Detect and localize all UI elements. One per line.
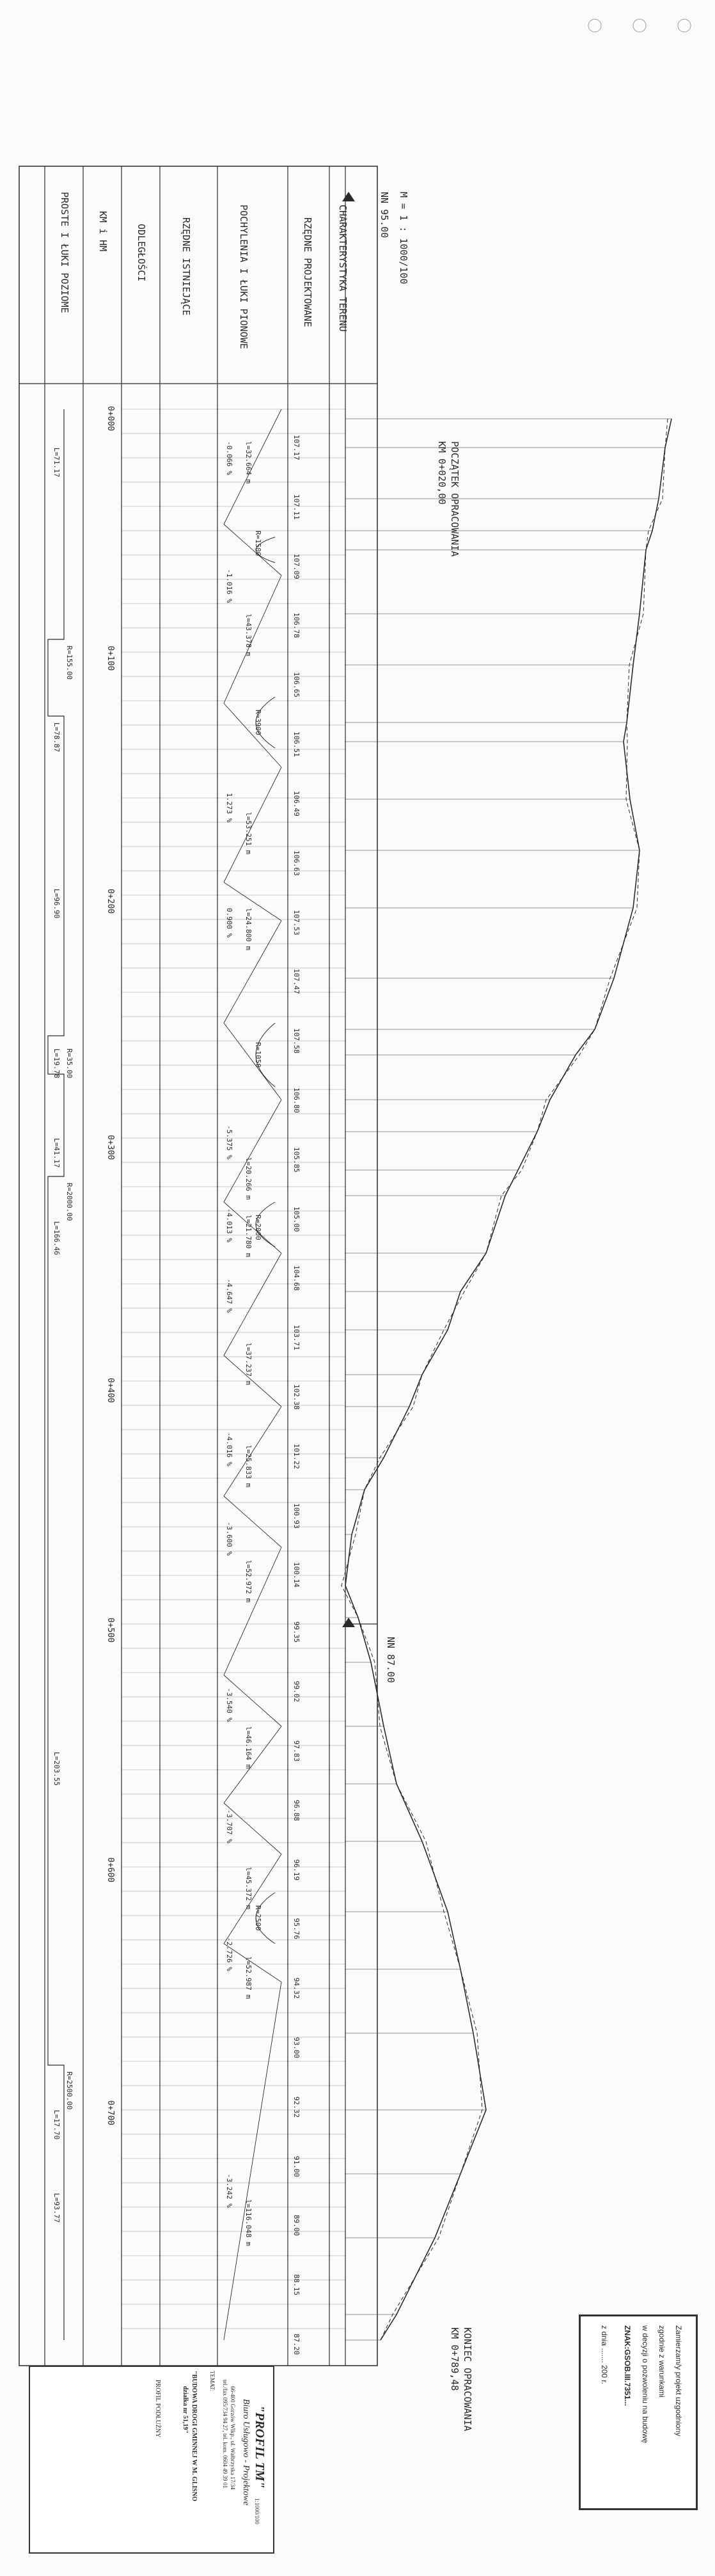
grade-label: l=46.164 m bbox=[244, 1726, 253, 1769]
design-profile-line bbox=[345, 419, 672, 2340]
grade-line bbox=[224, 1982, 281, 2340]
grade-label: l=37.237 m bbox=[244, 1343, 253, 1386]
design-elevation: 106.65 bbox=[292, 672, 301, 698]
design-elevation: 106.80 bbox=[292, 1087, 301, 1113]
horizontal-label: L=71.17 bbox=[52, 448, 61, 478]
design-elevation: 99.02 bbox=[292, 1681, 301, 1703]
design-elevation: 99.35 bbox=[292, 1621, 301, 1643]
grade-label: l=52.972 m bbox=[244, 1560, 253, 1603]
km-mark: 0+700 bbox=[106, 2100, 115, 2126]
horizontal-label: L=93.77 bbox=[52, 2193, 61, 2223]
start-label-1: POCZĄTEK OPRACOWANIA bbox=[449, 441, 460, 557]
design-elevation: 106.51 bbox=[292, 731, 301, 757]
grade-label: l=25.833 m bbox=[244, 1445, 253, 1488]
grade-label: -4.013 % bbox=[225, 1208, 233, 1242]
km-mark: 0+600 bbox=[106, 1857, 115, 1883]
sheet-frame bbox=[19, 166, 377, 2366]
grade-label: l=21.780 m bbox=[244, 1215, 253, 1258]
grade-line bbox=[224, 1023, 281, 1100]
row-label-existing: RZĘDNE ISTNIEJĄCE bbox=[180, 217, 192, 316]
design-elevation: 94.32 bbox=[292, 1978, 301, 1999]
row-label-horizontal: PROSTE I ŁUKI POZIOME bbox=[59, 192, 70, 313]
grade-label: -2.726 % bbox=[225, 1937, 233, 1971]
design-elevation: 107.11 bbox=[292, 494, 301, 520]
scale-label: M = 1 : 1000/100 bbox=[398, 192, 409, 285]
design-elevation: 100.93 bbox=[292, 1503, 301, 1529]
design-elevation: 107.09 bbox=[292, 553, 301, 579]
end-label-2: KM 0+789,48 bbox=[449, 2327, 460, 2391]
horizontal-alignment-line bbox=[48, 409, 64, 2340]
stamp-line: w decyzji o pozwoleniu na budowę bbox=[641, 2325, 650, 2444]
design-elevation: 107.53 bbox=[292, 909, 301, 935]
design-elevation: 87.20 bbox=[292, 2334, 301, 2355]
grade-label: l=20.266 m bbox=[244, 1157, 253, 1200]
grade-label: l=32.664 m bbox=[244, 441, 253, 484]
punch-hole bbox=[633, 19, 646, 32]
design-elevation: 95.76 bbox=[292, 1918, 301, 1940]
stamp-line: zgodnie z warunkami bbox=[657, 2325, 666, 2398]
end-label-1: KONIEC OPRACOWANIA bbox=[462, 2327, 473, 2432]
grade-label: -3.242 % bbox=[225, 2174, 233, 2208]
design-elevation: 106.49 bbox=[292, 790, 301, 816]
drawing-title: PROFIL PODŁUŻNY bbox=[154, 2380, 161, 2438]
project-name: "BUDOWA DROGI GMINNEJ W M. GLISNO bbox=[191, 2371, 198, 2502]
horizontal-label: L=96.90 bbox=[52, 889, 61, 919]
km-mark: 0+300 bbox=[106, 1135, 115, 1160]
grade-line bbox=[224, 1726, 281, 1803]
datum-marker-top bbox=[342, 192, 355, 201]
grade-label: -3.707 % bbox=[225, 1809, 233, 1843]
datum-mid-label: NN 87.00 bbox=[385, 1637, 397, 1683]
project-label: TEMAT: bbox=[209, 2371, 216, 2392]
design-elevation: 104.68 bbox=[292, 1265, 301, 1292]
design-elevation: 97.83 bbox=[292, 1740, 301, 1761]
stamp-line: z dnia ....... 200 r. bbox=[600, 2325, 609, 2385]
design-elevation: 100.14 bbox=[292, 1562, 301, 1588]
design-elevation: 92.32 bbox=[292, 2096, 301, 2118]
design-elevation: 106.78 bbox=[292, 613, 301, 639]
company-subtitle: Biuro Usługowo - Projektowe bbox=[241, 2399, 251, 2506]
horizontal-label: L=17.70 bbox=[52, 2110, 61, 2140]
design-elevation: 96.88 bbox=[292, 1799, 301, 1821]
grade-label: -1.016 % bbox=[225, 569, 233, 603]
row-label-design: RZĘDNE PROJEKTOWANE bbox=[302, 217, 313, 327]
vcurve-label: R=1050 bbox=[254, 1042, 262, 1068]
grade-line bbox=[224, 524, 281, 575]
horizontal-label: L=203.55 bbox=[52, 1752, 61, 1786]
design-elevation: 102.38 bbox=[292, 1384, 301, 1410]
design-elevation: 105.85 bbox=[292, 1146, 301, 1173]
grade-label: -5.375 % bbox=[225, 1125, 233, 1159]
grade-label: l=43.378 m bbox=[244, 614, 253, 657]
company-address: 66-400 Gorzów Wlkp., ul. Wałbrzyska 17/34 bbox=[230, 2386, 236, 2490]
datum-marker bbox=[342, 1618, 355, 1627]
datum-top-label: NN 95.00 bbox=[379, 192, 390, 238]
horizontal-label: L=41.17 bbox=[52, 1138, 61, 1168]
grade-line bbox=[224, 1854, 281, 1944]
row-label-terrain: CHARAKTERYSTYKA TERENU bbox=[337, 205, 349, 332]
grade-label: 1.273 % bbox=[225, 793, 233, 823]
grade-label: -3.540 % bbox=[225, 1688, 233, 1722]
company-name: "PROFIL TM" bbox=[253, 2405, 267, 2488]
grade-label: -0.066 % bbox=[225, 441, 233, 475]
grade-label: l=53.251 m bbox=[244, 812, 253, 855]
grade-label: l=52.987 m bbox=[244, 1956, 253, 1999]
existing-ground-line bbox=[342, 419, 668, 2340]
vcurve-label: R=2000 bbox=[254, 1215, 262, 1240]
km-mark: 0+100 bbox=[106, 646, 115, 671]
punch-hole bbox=[678, 19, 691, 32]
grade-label: -3.600 % bbox=[225, 1522, 233, 1556]
design-elevation: 107.17 bbox=[292, 435, 301, 460]
km-mark: 0+200 bbox=[106, 889, 115, 914]
design-elevation: 103.71 bbox=[292, 1325, 301, 1350]
title-block bbox=[29, 2366, 274, 2554]
grade-label: l=24.800 m bbox=[244, 908, 253, 951]
design-elevation: 89.00 bbox=[292, 2215, 301, 2236]
design-elevation: 105.00 bbox=[292, 1206, 301, 1232]
row-label-distances: ODLEGŁOŚCI bbox=[136, 224, 147, 282]
project-name-2: działka nr 51,19" bbox=[182, 2386, 189, 2433]
stamp-line: ZNAK:GSOB.III.7351... bbox=[623, 2325, 632, 2407]
design-elevation: 107.47 bbox=[292, 969, 301, 995]
km-mark: 0+000 bbox=[106, 406, 115, 432]
grade-line bbox=[224, 703, 281, 767]
design-elevation: 88.15 bbox=[292, 2274, 301, 2296]
grade-label: 0.900 % bbox=[225, 908, 233, 938]
design-elevation: 91.00 bbox=[292, 2155, 301, 2177]
row-label-km: KM i HM bbox=[97, 211, 109, 252]
km-mark: 0+500 bbox=[106, 1618, 115, 1643]
row-label-grades: POCHYLENIA I ŁUKI PIONOWE bbox=[238, 205, 249, 349]
design-elevation: 101.22 bbox=[292, 1443, 301, 1469]
grade-label: -4.647 % bbox=[225, 1279, 233, 1313]
horizontal-label: R=35.00 bbox=[65, 1049, 74, 1079]
start-label-2: KM 0+020,00 bbox=[436, 441, 448, 505]
punch-hole bbox=[588, 19, 601, 32]
km-mark: 0+400 bbox=[106, 1378, 115, 1403]
grade-line bbox=[224, 1547, 281, 1675]
grade-label: -4.016 % bbox=[225, 1432, 233, 1466]
grade-line bbox=[224, 767, 281, 882]
design-elevation: 93.00 bbox=[292, 2036, 301, 2059]
horizontal-label: L=19.78 bbox=[52, 1049, 61, 1079]
approval-stamp bbox=[579, 2314, 698, 2510]
grade-label: l=116.048 m bbox=[244, 2199, 253, 2246]
vcurve-label: R=3900 bbox=[254, 710, 262, 735]
horizontal-label: R=155.00 bbox=[65, 646, 74, 680]
horizontal-label: L=166.46 bbox=[52, 1221, 61, 1255]
design-elevation: 106.63 bbox=[292, 850, 301, 876]
vcurve-label: R=2500 bbox=[254, 1905, 262, 1931]
horizontal-label: R=2500.00 bbox=[65, 2072, 74, 2110]
design-elevation: 96.19 bbox=[292, 1859, 301, 1880]
grade-label: l=45.372 m bbox=[244, 1867, 253, 1910]
stamp-line: Zamierzam/y projekt uzgodniony bbox=[674, 2325, 683, 2437]
design-elevation: 107.58 bbox=[292, 1028, 301, 1054]
scale-value: 1:1000/100 bbox=[254, 2498, 260, 2525]
horizontal-label: R=2000.00 bbox=[65, 1183, 74, 1221]
horizontal-label: L=78.87 bbox=[52, 722, 61, 753]
company-phone: tel./fax 095/734 94 27, tel. kom. 0604 49 39 01 bbox=[222, 2380, 228, 2488]
vcurve-label: R=1500 bbox=[254, 531, 262, 556]
